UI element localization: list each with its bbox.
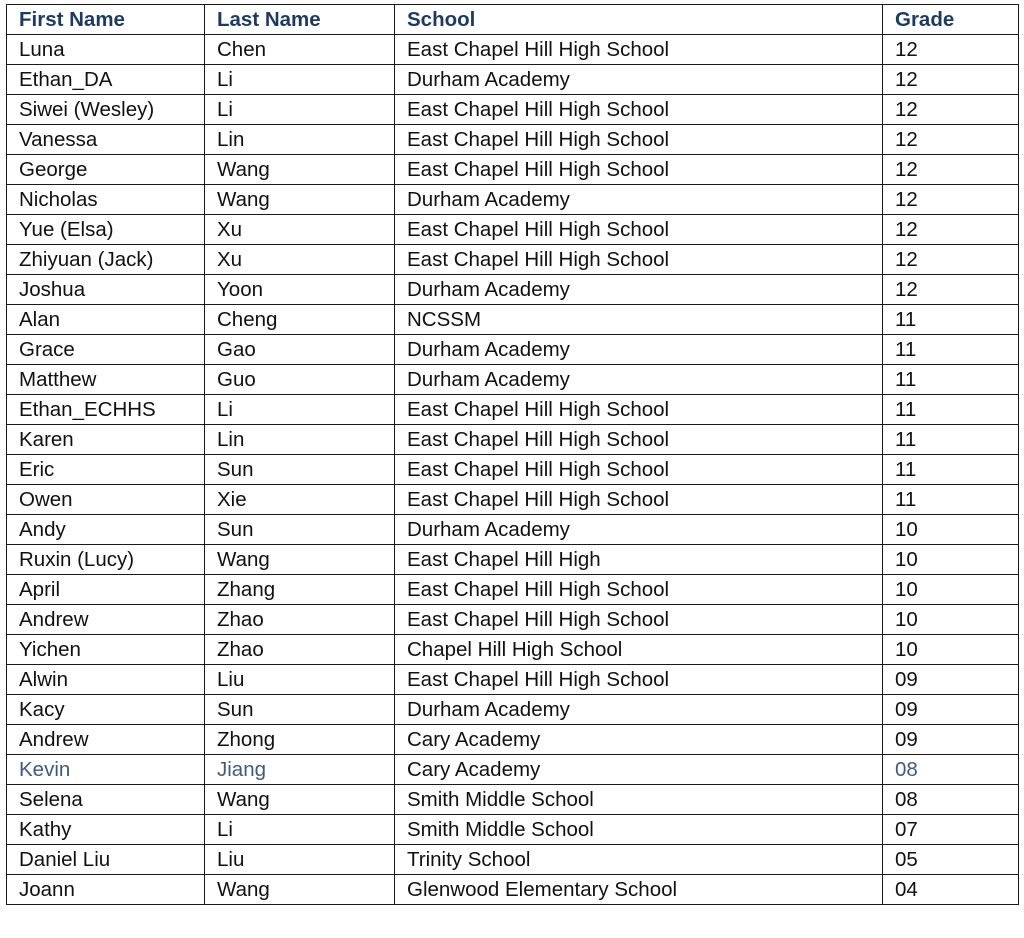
cell-grade: 12 bbox=[883, 125, 1019, 155]
cell-last-name: Liu bbox=[205, 665, 395, 695]
table-row bbox=[7, 185, 1019, 215]
cell-last-name: Wang bbox=[205, 545, 395, 575]
cell-first-name: Selena bbox=[7, 785, 205, 815]
cell-school: East Chapel Hill High bbox=[395, 545, 883, 575]
cell-last-name: Jiang bbox=[205, 755, 395, 785]
cell-school: Durham Academy bbox=[395, 185, 883, 215]
cell-last-name: Wang bbox=[205, 155, 395, 185]
table-row bbox=[7, 605, 1019, 635]
cell-grade: 10 bbox=[883, 635, 1019, 665]
cell-grade: 10 bbox=[883, 575, 1019, 605]
cell-last-name: Zhao bbox=[205, 635, 395, 665]
table-row bbox=[7, 575, 1019, 605]
cell-grade: 08 bbox=[883, 755, 1019, 785]
cell-school: East Chapel Hill High School bbox=[395, 605, 883, 635]
cell-grade: 11 bbox=[883, 365, 1019, 395]
cell-grade: 10 bbox=[883, 545, 1019, 575]
cell-grade: 11 bbox=[883, 335, 1019, 365]
cell-school: East Chapel Hill High School bbox=[395, 575, 883, 605]
header-last-name: Last Name bbox=[205, 5, 395, 35]
cell-school: Durham Academy bbox=[395, 695, 883, 725]
table-row bbox=[7, 155, 1019, 185]
cell-last-name: Zhang bbox=[205, 575, 395, 605]
cell-last-name: Wang bbox=[205, 875, 395, 905]
cell-last-name: Xie bbox=[205, 485, 395, 515]
cell-first-name: Ethan_ECHHS bbox=[7, 395, 205, 425]
table-row bbox=[7, 365, 1019, 395]
cell-school: Cary Academy bbox=[395, 725, 883, 755]
cell-last-name: Xu bbox=[205, 215, 395, 245]
cell-first-name: Andy bbox=[7, 515, 205, 545]
table-row bbox=[7, 305, 1019, 335]
table-row bbox=[7, 455, 1019, 485]
cell-last-name: Xu bbox=[205, 245, 395, 275]
header-grade: Grade bbox=[883, 5, 1019, 35]
cell-first-name: George bbox=[7, 155, 205, 185]
cell-first-name: Vanessa bbox=[7, 125, 205, 155]
table-row bbox=[7, 785, 1019, 815]
cell-first-name: Daniel Liu bbox=[7, 845, 205, 875]
cell-last-name: Cheng bbox=[205, 305, 395, 335]
cell-grade: 11 bbox=[883, 395, 1019, 425]
cell-grade: 11 bbox=[883, 485, 1019, 515]
cell-last-name: Li bbox=[205, 815, 395, 845]
cell-first-name: Luna bbox=[7, 35, 205, 65]
cell-grade: 12 bbox=[883, 215, 1019, 245]
cell-first-name: Eric bbox=[7, 455, 205, 485]
cell-last-name: Sun bbox=[205, 695, 395, 725]
cell-grade: 12 bbox=[883, 275, 1019, 305]
cell-last-name: Gao bbox=[205, 335, 395, 365]
cell-school: East Chapel Hill High School bbox=[395, 395, 883, 425]
cell-school: East Chapel Hill High School bbox=[395, 35, 883, 65]
cell-first-name: Joshua bbox=[7, 275, 205, 305]
cell-grade: 12 bbox=[883, 35, 1019, 65]
cell-school: East Chapel Hill High School bbox=[395, 425, 883, 455]
cell-school: East Chapel Hill High School bbox=[395, 95, 883, 125]
cell-last-name: Wang bbox=[205, 185, 395, 215]
cell-first-name: Yue (Elsa) bbox=[7, 215, 205, 245]
table-row bbox=[7, 245, 1019, 275]
cell-school: Durham Academy bbox=[395, 65, 883, 95]
table-row bbox=[7, 425, 1019, 455]
cell-grade: 12 bbox=[883, 155, 1019, 185]
table-row bbox=[7, 335, 1019, 365]
table-row bbox=[7, 95, 1019, 125]
cell-school: East Chapel Hill High School bbox=[395, 245, 883, 275]
table-row bbox=[7, 725, 1019, 755]
cell-first-name: Siwei (Wesley) bbox=[7, 95, 205, 125]
cell-grade: 11 bbox=[883, 305, 1019, 335]
table-row bbox=[7, 755, 1019, 785]
cell-grade: 12 bbox=[883, 65, 1019, 95]
cell-school: Durham Academy bbox=[395, 515, 883, 545]
cell-first-name: Alwin bbox=[7, 665, 205, 695]
cell-school: East Chapel Hill High School bbox=[395, 455, 883, 485]
cell-grade: 09 bbox=[883, 665, 1019, 695]
table-row bbox=[7, 515, 1019, 545]
cell-grade: 11 bbox=[883, 455, 1019, 485]
cell-first-name: Yichen bbox=[7, 635, 205, 665]
cell-grade: 09 bbox=[883, 695, 1019, 725]
table-row bbox=[7, 695, 1019, 725]
cell-grade: 12 bbox=[883, 185, 1019, 215]
cell-grade: 08 bbox=[883, 785, 1019, 815]
cell-last-name: Sun bbox=[205, 455, 395, 485]
cell-grade: 12 bbox=[883, 95, 1019, 125]
cell-last-name: Zhao bbox=[205, 605, 395, 635]
table-row bbox=[7, 65, 1019, 95]
cell-last-name: Guo bbox=[205, 365, 395, 395]
table-row bbox=[7, 545, 1019, 575]
cell-last-name: Yoon bbox=[205, 275, 395, 305]
cell-school: NCSSM bbox=[395, 305, 883, 335]
header-school: School bbox=[395, 5, 883, 35]
table-row bbox=[7, 395, 1019, 425]
cell-first-name: Andrew bbox=[7, 605, 205, 635]
cell-school: Smith Middle School bbox=[395, 785, 883, 815]
table-row bbox=[7, 665, 1019, 695]
cell-last-name: Li bbox=[205, 65, 395, 95]
cell-first-name: Joann bbox=[7, 875, 205, 905]
student-roster-table bbox=[6, 4, 1019, 905]
cell-grade: 09 bbox=[883, 725, 1019, 755]
table-row bbox=[7, 275, 1019, 305]
cell-first-name: Ruxin (Lucy) bbox=[7, 545, 205, 575]
cell-first-name: Ethan_DA bbox=[7, 65, 205, 95]
table-row bbox=[7, 215, 1019, 245]
cell-first-name: Kevin bbox=[7, 755, 205, 785]
cell-school: Durham Academy bbox=[395, 365, 883, 395]
table-header bbox=[7, 5, 1019, 35]
cell-first-name: Matthew bbox=[7, 365, 205, 395]
cell-school: East Chapel Hill High School bbox=[395, 665, 883, 695]
table-row bbox=[7, 125, 1019, 155]
cell-last-name: Zhong bbox=[205, 725, 395, 755]
cell-grade: 07 bbox=[883, 815, 1019, 845]
cell-first-name: Nicholas bbox=[7, 185, 205, 215]
cell-last-name: Lin bbox=[205, 125, 395, 155]
cell-last-name: Lin bbox=[205, 425, 395, 455]
cell-grade: 04 bbox=[883, 875, 1019, 905]
header-first-name: First Name bbox=[7, 5, 205, 35]
cell-first-name: April bbox=[7, 575, 205, 605]
cell-last-name: Wang bbox=[205, 785, 395, 815]
cell-school: East Chapel Hill High School bbox=[395, 485, 883, 515]
cell-school: Durham Academy bbox=[395, 275, 883, 305]
table-row bbox=[7, 35, 1019, 65]
cell-grade: 10 bbox=[883, 515, 1019, 545]
cell-first-name: Kathy bbox=[7, 815, 205, 845]
cell-last-name: Li bbox=[205, 395, 395, 425]
cell-school: East Chapel Hill High School bbox=[395, 125, 883, 155]
table-row bbox=[7, 635, 1019, 665]
cell-first-name: Alan bbox=[7, 305, 205, 335]
cell-first-name: Grace bbox=[7, 335, 205, 365]
cell-school: East Chapel Hill High School bbox=[395, 215, 883, 245]
cell-last-name: Chen bbox=[205, 35, 395, 65]
table-row bbox=[7, 845, 1019, 875]
table-row bbox=[7, 875, 1019, 905]
header-row bbox=[7, 5, 1019, 35]
cell-school: Durham Academy bbox=[395, 335, 883, 365]
cell-school: Trinity School bbox=[395, 845, 883, 875]
cell-first-name: Kacy bbox=[7, 695, 205, 725]
cell-first-name: Andrew bbox=[7, 725, 205, 755]
cell-school: Cary Academy bbox=[395, 755, 883, 785]
cell-last-name: Sun bbox=[205, 515, 395, 545]
cell-last-name: Li bbox=[205, 95, 395, 125]
cell-first-name: Owen bbox=[7, 485, 205, 515]
cell-first-name: Zhiyuan (Jack) bbox=[7, 245, 205, 275]
table-body bbox=[7, 35, 1019, 905]
cell-grade: 12 bbox=[883, 245, 1019, 275]
cell-grade: 11 bbox=[883, 425, 1019, 455]
cell-grade: 05 bbox=[883, 845, 1019, 875]
table-row bbox=[7, 485, 1019, 515]
cell-first-name: Karen bbox=[7, 425, 205, 455]
cell-school: East Chapel Hill High School bbox=[395, 155, 883, 185]
cell-grade: 10 bbox=[883, 605, 1019, 635]
cell-school: Glenwood Elementary School bbox=[395, 875, 883, 905]
table-row bbox=[7, 815, 1019, 845]
cell-school: Chapel Hill High School bbox=[395, 635, 883, 665]
cell-last-name: Liu bbox=[205, 845, 395, 875]
cell-school: Smith Middle School bbox=[395, 815, 883, 845]
